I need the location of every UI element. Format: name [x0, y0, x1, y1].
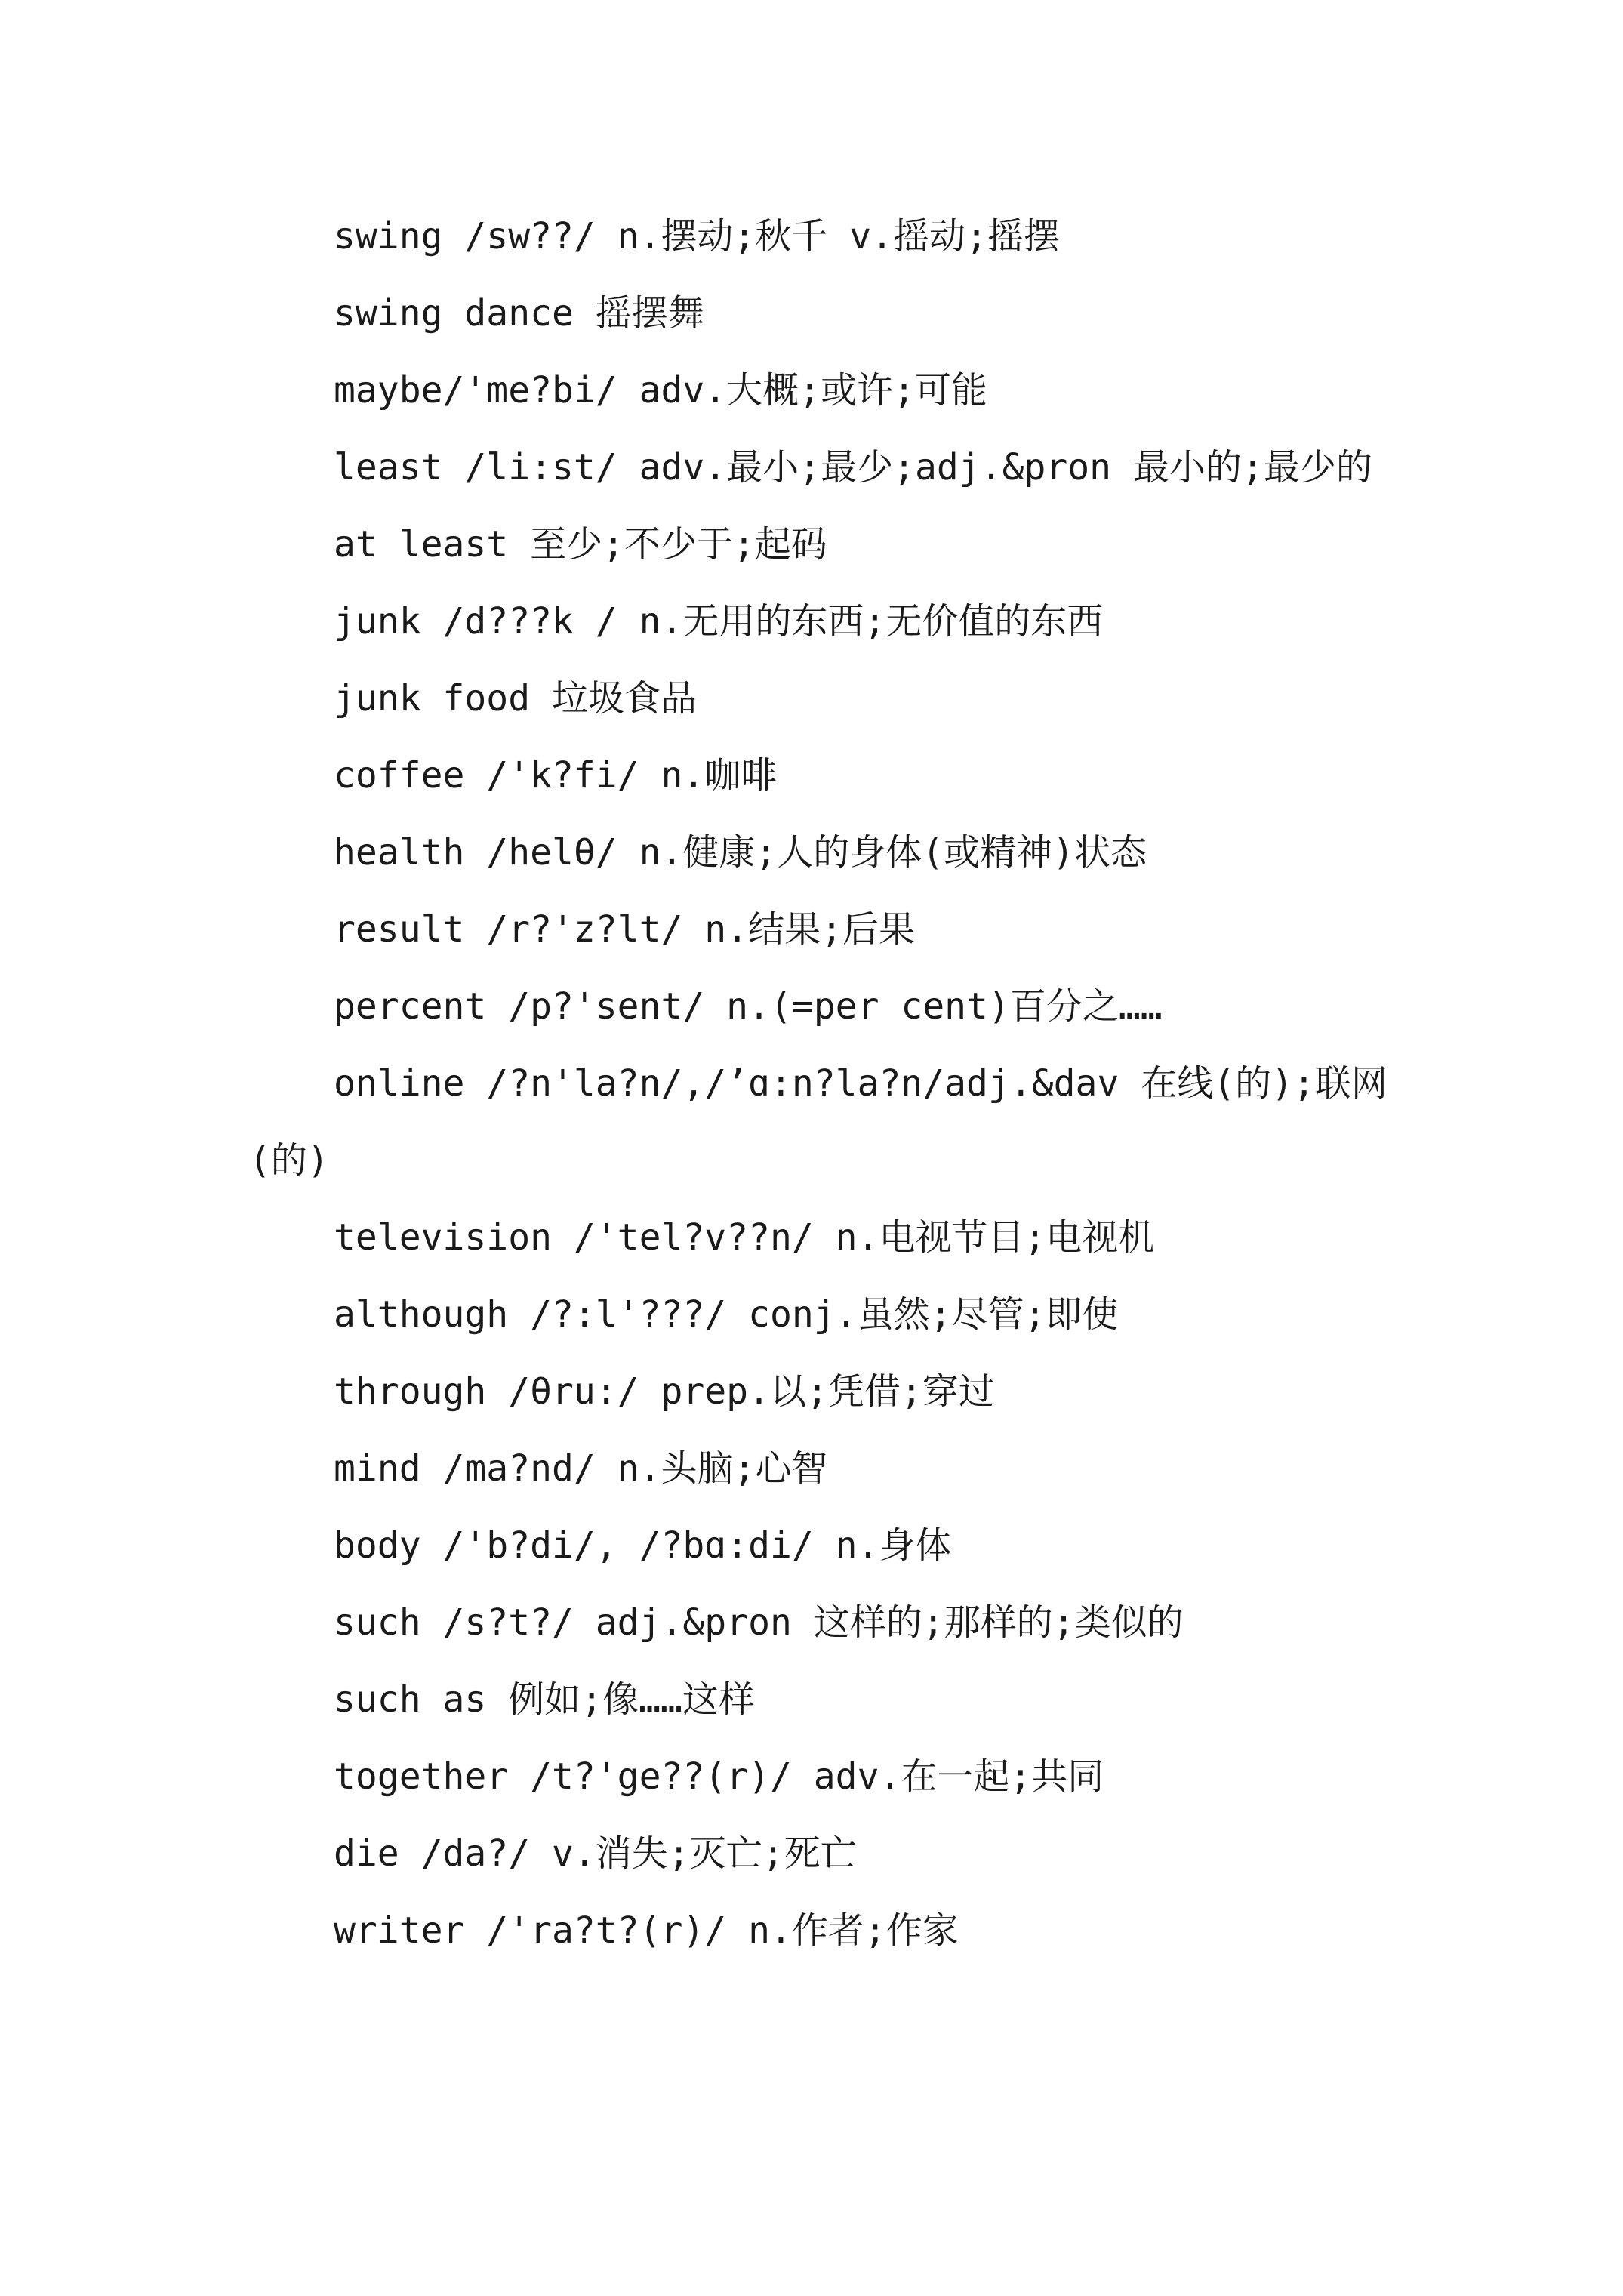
vocab-entry-result: result /r?'z?lt/ n.结果;后果 — [334, 908, 915, 951]
vocab-entry-writer: writer /'ra?t?(r)/ n.作者;作家 — [334, 1909, 959, 1952]
vocab-entry-junk-food: junk food 垃圾食品 — [334, 677, 697, 720]
vocab-entry-online: online /?n'la?n/,/’ɑ:n?la?n/adj.&dav 在线(的);联网(的) — [249, 1062, 1387, 1182]
vocab-entry-body: body /'b?di/, /?bɑ:di/ n.身体 — [334, 1524, 952, 1567]
vocab-entry-although: although /?:l'???/ conj.虽然;尽管;即使 — [334, 1293, 1119, 1336]
vocab-entry-television: television /'tel?v??n/ n.电视节目;电视机 — [334, 1216, 1155, 1259]
vocab-entry-such-as: such as 例如;像……这样 — [334, 1678, 755, 1721]
vocab-entry-junk: junk /d???k / n.无用的东西;无价值的东西 — [334, 600, 1104, 643]
vocab-entry-mind: mind /ma?nd/ n.头脑;心智 — [334, 1447, 828, 1490]
vocab-entry-together: together /t?'ge??(r)/ adv.在一起;共同 — [334, 1755, 1104, 1798]
vocab-entry-through: through /θru:/ prep.以;凭借;穿过 — [334, 1370, 995, 1413]
vocab-entry-swing: swing /sw??/ n.摆动;秋千 v.摇动;摇摆 — [334, 215, 1060, 257]
vocab-entry-health: health /helθ/ n.健康;人的身体(或精神)状态 — [334, 831, 1147, 874]
vocab-entry-coffee: coffee /'k?fi/ n.咖啡 — [334, 754, 778, 797]
vocab-entry-such: such /s?t?/ adj.&pron 这样的;那样的;类似的 — [334, 1601, 1184, 1644]
vocab-entry-die: die /da?/ v.消失;灭亡;死亡 — [334, 1832, 857, 1875]
vocab-entry-at-least: at least 至少;不少于;起码 — [334, 523, 827, 566]
vocab-entry-percent: percent /p?'sent/ n.(=per cent)百分之…… — [334, 985, 1163, 1028]
vocabulary-list — [249, 198, 1397, 1969]
vocab-entry-maybe: maybe/'me?bi/ adv.大概;或许;可能 — [334, 369, 987, 411]
vocab-entry-least: least /li:st/ adv.最小;最少;adj.&pron 最小的;最少的 — [334, 446, 1372, 488]
vocab-entry-swing-dance: swing dance 摇摆舞 — [334, 292, 704, 334]
